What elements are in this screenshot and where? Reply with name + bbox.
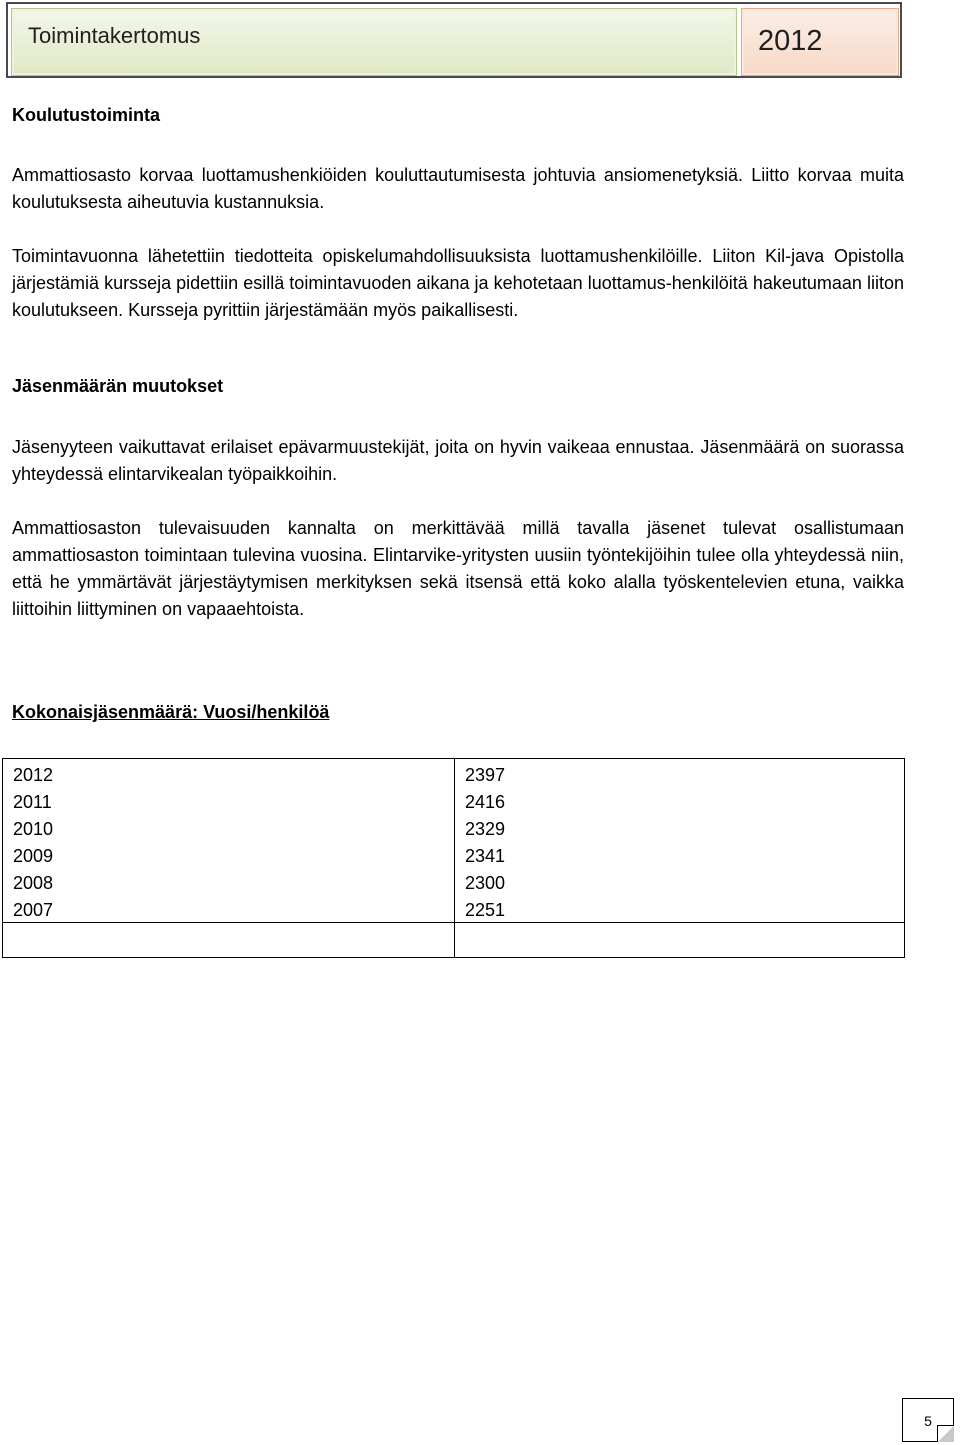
- year-cell: 2011: [3, 787, 455, 814]
- membership-table: [2, 758, 905, 958]
- paragraph-koulutus-1: Ammattiosasto korvaa luottamushenkiöiden kouluttautumisesta johtuvia ansiomenetyksiä. Liitto korvaa muita koulutuksesta aiheutuvia kustannuksia.: [12, 165, 904, 212]
- heading-koulutustoiminta: Koulutustoiminta: [12, 105, 160, 125]
- year-cell: 2007: [3, 895, 455, 923]
- year-cell: 2012: [3, 759, 455, 788]
- table-row: [3, 841, 905, 868]
- paragraph-jasenmaara-1: Jäsenyyteen vaikuttavat erilaiset epävarmuustekijät, joita on hyvin vaikeaa ennustaa. Jäsenmäärä on suorassa yhteydessä elintarvikealan työpaikkoihin.: [12, 437, 904, 484]
- table-row-empty: [3, 923, 905, 958]
- count-cell: 2251: [455, 895, 905, 923]
- header-title-box: [11, 8, 737, 76]
- table-row: [3, 868, 905, 895]
- count-cell: 2341: [455, 841, 905, 868]
- header-year-box: [741, 8, 899, 76]
- count-cell: 2416: [455, 787, 905, 814]
- empty-cell: [455, 923, 905, 958]
- count-cell: 2300: [455, 868, 905, 895]
- document-year: 2012: [758, 25, 823, 57]
- paragraph-jasenmaara-2: Ammattiosaston tulevaisuuden kannalta on merkittävää millä tavalla jäsenet tulevat osallistumaan ammattiosaston toimintaan tulevina vuosina. Elintarvike-yritysten uusiin työntekijöihin tulee olla yhteydessä niin, että he ymmärtävät järjestäytymisen merkityksen sekä itsensä että koko alalla työskentelevien etuna, vaikka liittoihin liittyminen on vapaaehtoista.: [12, 518, 904, 619]
- year-cell: 2010: [3, 814, 455, 841]
- paragraph-koulutus-2: Toimintavuonna lähetettiin tiedotteita opiskelumahdollisuuksista luottamushenkilöille. Liiton Kil-java Opistolla järjestämiä kursseja pidettiin esillä toimintavuoden aikana ja kehotetaan luottamus-henkilöitä hakeutumaan liiton koulutukseen. Kursseja pyrittiin järjestämään myös paikallisesti.: [12, 246, 904, 320]
- year-cell: 2008: [3, 868, 455, 895]
- page-header: [6, 2, 902, 78]
- document-title: Toimintakertomus: [28, 23, 201, 48]
- table-row: [3, 759, 905, 788]
- heading-jasenmaaran-muutokset: Jäsenmäärän muutokset: [12, 376, 224, 396]
- table-row: [3, 895, 905, 923]
- year-cell: 2009: [3, 841, 455, 868]
- empty-cell: [3, 923, 455, 958]
- heading-kokonaisjasenmaara: Kokonaisjäsenmäärä: Vuosi/henkilöä: [12, 702, 330, 722]
- count-cell: 2329: [455, 814, 905, 841]
- table-row: [3, 814, 905, 841]
- count-cell: 2397: [455, 759, 905, 788]
- table-row: [3, 787, 905, 814]
- page-number: 5: [902, 1398, 954, 1442]
